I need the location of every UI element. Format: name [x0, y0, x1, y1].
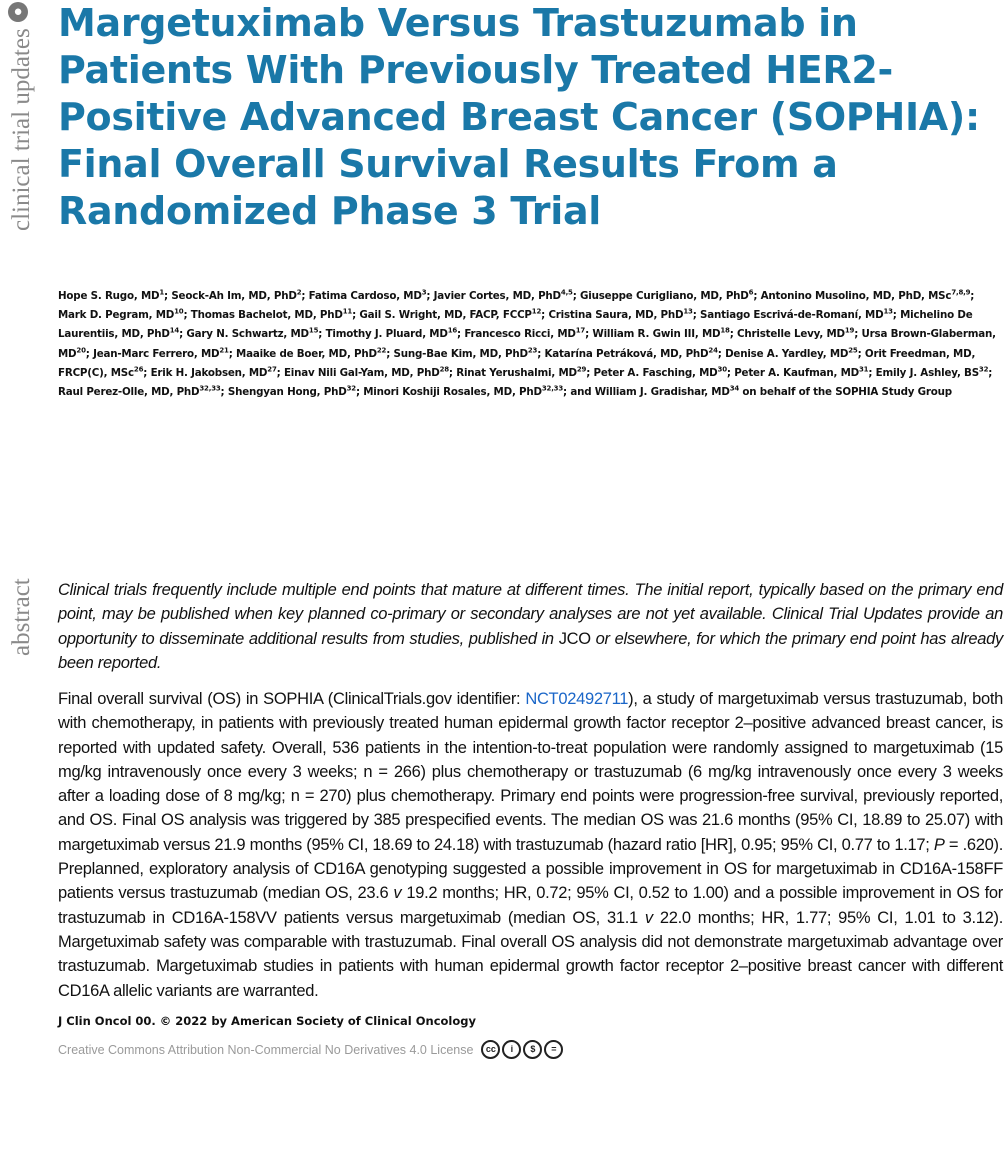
author-name: Francesco Ricci, MD — [464, 328, 576, 341]
author-affiliation: 32 — [346, 384, 356, 393]
author — [359, 309, 541, 321]
author — [725, 348, 858, 360]
author-affiliation: 31 — [859, 365, 869, 374]
author — [394, 348, 538, 360]
author — [570, 386, 739, 398]
author-affiliation: 1 — [159, 288, 165, 297]
intro-paragraph — [58, 578, 1003, 676]
author — [580, 290, 753, 302]
author-affiliation: 34 — [729, 384, 740, 393]
license-line — [58, 1040, 563, 1059]
author-name: Timothy J. Pluard, MD — [325, 328, 448, 341]
author-name: Seock-Ah Im, MD, PhD — [171, 290, 297, 302]
author — [309, 290, 427, 302]
author-affiliation: 30 — [717, 365, 727, 374]
author-affiliation: 27 — [267, 365, 277, 374]
abstract-paragraph — [58, 687, 1003, 1003]
citation: J Clin Oncol 00. © 2022 by American Society of Clinical Oncology — [58, 1014, 476, 1028]
author-affiliation: 2 — [296, 288, 302, 297]
author-affiliation: 32,33 — [541, 384, 564, 393]
versus-symbol: v — [393, 884, 402, 903]
author — [594, 367, 727, 379]
author-affiliation: 15 — [308, 326, 319, 335]
author-affiliation: 21 — [219, 346, 229, 355]
author-name: Mark D. Pegram, MD — [58, 309, 175, 322]
author-name: Gail S. Wright, MD, FACP, FCCP — [359, 309, 532, 322]
author-name: Javier Cortes, MD, PhD — [433, 290, 561, 302]
author-affiliation: 10 — [174, 307, 184, 316]
intro-text-2: or elsewhere, for which the primary end point has already been reported. — [58, 629, 1003, 673]
author-name: Peter A. Kaufman, MD — [734, 366, 859, 379]
author-affiliation: 13 — [683, 307, 693, 316]
author — [548, 309, 692, 321]
author-name: Einav Nili Gal-Yam, MD, PhD — [283, 366, 440, 379]
author-affiliation: 18 — [720, 326, 730, 335]
article-title: Margetuximab Versus Trastuzumab in Patients With Previously Treated HER2-Positive Advanced Breast Cancer (SOPHIA): Final Overall Survival Results From a Randomized Phase 3 Trial — [58, 1, 980, 233]
author-name: Rinat Yerushalmi, MD — [456, 366, 577, 379]
abstract-text: = .620). Preplanned, exploratory analysis of CD16A genotyping suggested a possible improvement in OS for margetuximab in CD16A-158FF patients versus trastuzumab (median OS, 23.6 — [58, 835, 1003, 903]
author-affiliation: 20 — [76, 346, 86, 355]
author-name: Raul Perez-Olle, MD, PhD — [58, 386, 200, 399]
nc-icon: $ — [523, 1040, 542, 1059]
abstract-text: ), a study of margetuximab versus trastuzumab, both with chemotherapy, in patients with previously treated human epidermal growth factor receptor 2–positive advanced breast cancer, is reported with updated safety. Overall, 536 patients in the intention-to-treat population were randomly assigned to margetuximab (15 mg/kg intravenously once every 3 weeks; n = 266) plus chemotherapy or trastuzumab (6 mg/kg intravenously once every 3 weeks after a loading dose of 8 mg/kg; n = 270) plus chemotherapy. Primary end points were progression-free survival, previously reported, and OS. Final OS analysis was triggered by 385 prespecified events. The median OS was 21.6 months (95% CI, 18.89 to 25.07) with margetuximab versus 21.9 months (95% CI, 18.69 to 24.18) with trastuzumab (hazard ratio [HR], 0.95; 95% CI, 0.77 to 1.17; — [58, 690, 1004, 854]
author — [761, 290, 971, 302]
author-affiliation: 32,33 — [199, 384, 221, 393]
author-affiliation: 28 — [439, 365, 449, 374]
abstract-text: 19.2 months; HR, 0.72; 95% CI, 0.52 to 1.00) and a possible improvement in OS for trastuzumab in CD16A-158VV patients versus margetuximab (median OS, 31.1 — [58, 884, 1003, 927]
author — [58, 309, 183, 321]
author — [876, 367, 989, 379]
author — [284, 367, 449, 379]
author-name: Giuseppe Curigliano, MD, PhD — [580, 290, 749, 302]
abstract-text: 22.0 months; HR, 1.77; 95% CI, 1.01 to 3.12). Margetuximab safety was comparable with trastuzumab. Final overall OS analysis did not demonstrate margetuximab advantage over trastuzumab. Margetuximab studies in patients with human epidermal growth factor receptor 2–positive breast cancer with different CD16A allelic variants are warranted. — [58, 908, 1003, 1000]
journal-name: JCO — [558, 629, 591, 648]
author-name: Hope S. Rugo, MD — [58, 290, 160, 302]
author-affiliation: 14 — [169, 326, 180, 335]
author — [592, 328, 729, 340]
author — [456, 367, 586, 379]
author — [228, 386, 356, 398]
author-name: Erik H. Jakobsen, MD — [150, 366, 268, 379]
author-affiliation: 29 — [576, 365, 587, 374]
license-text: Creative Commons Attribution Non-Commercial No Derivatives 4.0 License — [58, 1042, 474, 1057]
author-name: Gary N. Schwartz, MD — [186, 328, 309, 341]
author-name: Thomas Bachelot, MD, PhD — [190, 309, 343, 322]
author-name: Orit Freedman, MD, FRCP(C), MSc — [58, 347, 976, 379]
author-list: Hope S. Rugo, $MD^1$; Seock-Ah Im, MD, PhD$^2$; Fatima Cardoso, $MD^3$; Javier Cortes, MD, PhD$^{4,5}$; Giuseppe Curigliano, MD, PhD$^6$; Antonino Musolino, MD, PhD, MSc$^{7,8,9}$; Mark D. Pegram, MD$^{10}$; Thomas Bachelot, MD, PhD$^{11}$; Gail S. Wright, MD, FACP, FCCP$^{12}$; Cristina Saura, MD, PhD$^{13}$; Santiago Escrivá-de-Romaní, MD$^{13}$; Michelino De Laurentiis, MD, PhD$^{14}$; Gary N. Schwartz, MD$^{15}$; Timothy J. Pluard, MD$^{16}$; Francesco Ricci, MD$^{17}$; William R. Gwin III, MD$^{18}$; Christelle Levy, MD$^{19}$; Ursa Brown-Glaberman, MD$^{20}$; Jean-Marc Ferrero, MD$^{21}$; Maaike de Boer, MD, PhD$^{22}$; Sung-Bae Kim, MD, PhD$^{23}$; Katarína Petráková, MD, PhD$^{24}$; Denise A. Yardley, MD$^{25}$; Orit Freedman, MD, FRCP(C), MSc$^{26}$; Erik H. Jakobsen, MD$^{27}$; Einav Nili Gal-Yam, MD, PhD$^{28}$; Rinat Yerushalmi, MD$^{29}$; Peter A. Fasching, MD$^{30}$; Peter A. Kaufman, MD$^{31}$; Emily J. Ashley, BS$^{32}$; Raul Perez-Olle, MD, PhD$^{32,33}$; Shengyan Hong, PhD$^{32}$; Minori Koshiji Rosales, MD, PhD$^{32,33}$; and William J. Gradishar, MD$^{34}$ on behalf of the SOPHIA Study Group — [58, 288, 996, 399]
author-name: William R. Gwin III, MD — [592, 328, 721, 341]
author — [737, 328, 854, 340]
author-affiliation: 23 — [527, 346, 538, 355]
author-name: Emily J. Ashley, BS — [875, 366, 979, 379]
abstract-text: Final overall survival (OS) in SOPHIA (ClinicalTrials.gov identifier: — [58, 690, 526, 708]
author — [363, 386, 563, 398]
cc-icon: cc — [481, 1040, 500, 1059]
author — [434, 290, 573, 302]
author — [58, 290, 164, 302]
author — [58, 386, 221, 398]
study-group: on behalf of the SOPHIA Study Group — [739, 386, 952, 399]
author-name: Michelino De Laurentiis, MD, PhD — [58, 309, 973, 341]
nct-link[interactable]: NCT02492711 — [525, 690, 629, 708]
author-affiliation: 26 — [133, 365, 144, 374]
author-name: Santiago Escrivá-de-Romaní, MD — [700, 309, 884, 322]
author — [545, 348, 718, 360]
author-affiliation: 3 — [421, 288, 427, 297]
p-value-symbol: P — [933, 835, 945, 854]
author-affiliation: 24 — [708, 346, 718, 355]
author-name: Minori Koshiji Rosales, MD, PhD — [363, 386, 542, 399]
author-name: Shengyan Hong, PhD — [227, 386, 347, 399]
abstract-label: abstract — [8, 578, 35, 656]
by-icon: i — [502, 1040, 521, 1059]
author-name: Jean-Marc Ferrero, MD — [93, 347, 220, 360]
author — [171, 290, 301, 302]
author-affiliation: 17 — [575, 326, 586, 335]
author — [700, 309, 893, 321]
author — [734, 367, 868, 379]
author-name: and William J. Gradishar, MD — [570, 386, 730, 399]
author — [236, 348, 386, 360]
author — [151, 367, 277, 379]
author-name: Antonino Musolino, MD, PhD, MSc — [760, 290, 952, 302]
author-affiliation: 11 — [342, 307, 353, 316]
author-name: Sung-Bae Kim, MD, PhD — [393, 347, 528, 360]
author-name: Fatima Cardoso, MD — [308, 290, 422, 302]
author-name: Maaike de Boer, MD, PhD — [236, 347, 377, 360]
author-name: Denise A. Yardley, MD — [725, 347, 849, 360]
author — [464, 328, 585, 340]
author-affiliation: 25 — [848, 346, 858, 355]
author-name: Katarína Petráková, MD, PhD — [544, 347, 709, 360]
section-label: clinical trial updates — [8, 28, 35, 231]
author-affiliation: 16 — [447, 326, 458, 335]
versus-symbol: v — [644, 908, 653, 927]
author — [93, 348, 229, 360]
author-affiliation: 4,5 — [560, 288, 573, 297]
author-name: Ursa Brown-Glaberman, MD — [58, 328, 996, 360]
author-name: Peter A. Fasching, MD — [593, 366, 718, 379]
open-access-icon: ● — [8, 2, 28, 22]
author-name: Cristina Saura, MD, PhD — [548, 309, 684, 322]
nd-icon: = — [544, 1040, 563, 1059]
license-icons[interactable] — [481, 1040, 563, 1059]
author-affiliation: 32 — [978, 365, 989, 374]
author-affiliation: 19 — [844, 326, 855, 335]
author-affiliation: 13 — [883, 307, 893, 316]
author — [186, 328, 318, 340]
author-affiliation: 6 — [748, 288, 754, 297]
author-affiliation: 12 — [531, 307, 542, 316]
author-affiliation: 22 — [376, 346, 387, 355]
author-affiliation: 7,8,9 — [951, 288, 971, 297]
author — [326, 328, 457, 340]
author-name: Christelle Levy, MD — [737, 328, 845, 341]
author — [191, 309, 352, 321]
intro-text-1: Clinical trials frequently include multiple end points that mature at different times. The initial report, typically based on the primary end point, may be published when key planned co-primary or secondary analyses are not yet available. Clinical Trial Updates provide an opportunity to disseminate additional results from studies, published in — [58, 581, 1003, 648]
